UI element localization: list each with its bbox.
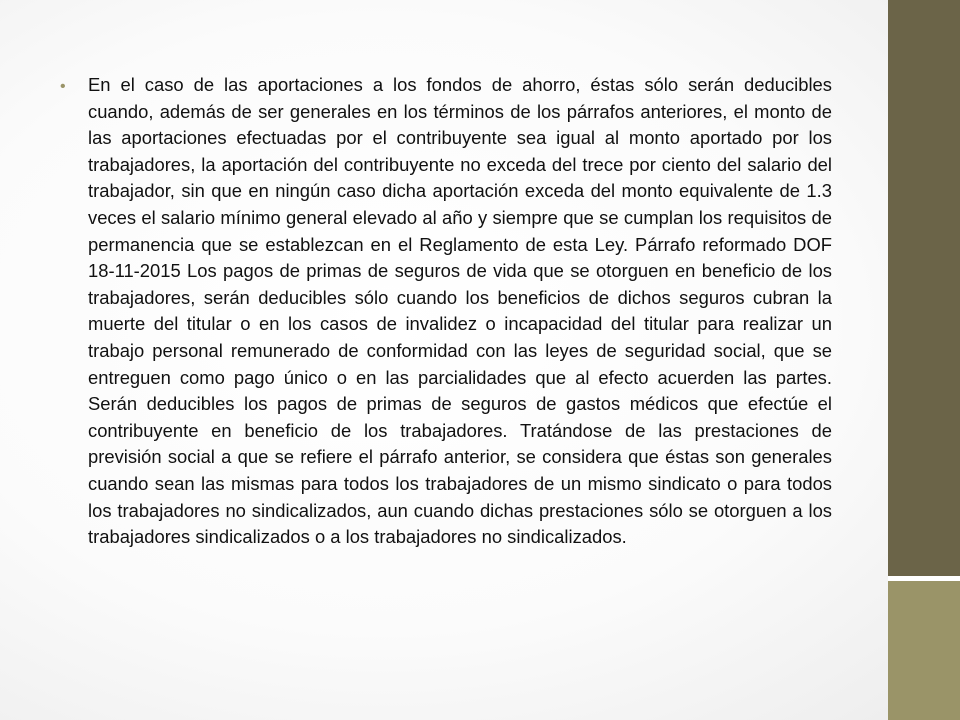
slide-content (60, 72, 832, 551)
bullet-icon: • (60, 78, 66, 95)
decorative-sidebar-top (888, 0, 960, 576)
bullet-text: En el caso de las aportaciones a los fondos de ahorro, éstas sólo serán deducibles cuando, además de ser generales en los términos de los párrafos anteriores, el monto de las aportaciones efectuadas por el contribuyente sea igual al monto aportado por los trabajadores, la aportación del contribuyente no exceda del trece por ciento del salario del trabajador, sin que en ningún caso dicha aportación exceda del monto equivalente de 1.3 veces el salario mínimo general elevado al año y siempre que se cumplan los requisitos de permanencia que se establezcan en el Reglamento de esta Ley. Párrafo reformado DOF 18-11-2015 Los pagos de primas de seguros de vida que se otorguen en beneficio de los trabajadores, serán deducibles sólo cuando los beneficios de dichos seguros cubran la muerte del titular o en los casos de invalidez o incapacidad del titular para realizar un trabajo personal remunerado de conformidad con las leyes de seguridad social, que se entreguen como pago único o en las parcialidades que al efecto acuerden las partes. Serán deducibles los pagos de primas de seguros de gastos médicos que efectúe el contribuyente en beneficio de los trabajadores. Tratándose de las prestaciones de previsión social a que se refiere el párrafo anterior, se considera que éstas son generales cuando sean las mismas para todos los trabajadores de un mismo sindicato o para todos los trabajadores no sindicalizados, aun cuando dichas prestaciones sólo se otorguen a los trabajadores sindicalizados o a los trabajadores no sindicalizados. (88, 74, 832, 548)
decorative-sidebar-bottom (888, 581, 960, 720)
bullet-item (60, 72, 832, 551)
